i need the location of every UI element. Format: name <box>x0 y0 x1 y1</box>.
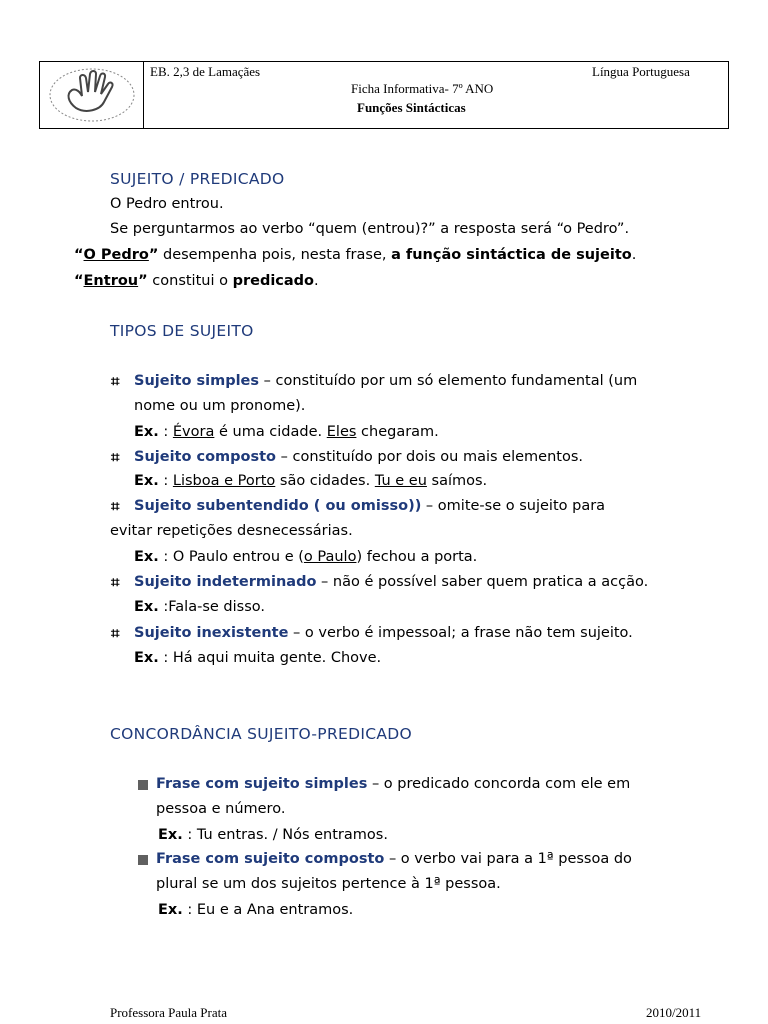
hash-bullet-icon: ⌗ <box>111 372 120 390</box>
footer-year: 2010/2011 <box>646 1005 702 1020</box>
hash-bullet-icon: ⌗ <box>111 573 120 591</box>
term: Sujeito simples <box>134 373 260 389</box>
example-line: Ex. :Fala-se disso. <box>134 599 265 615</box>
text-line: evitar repetições desnecessárias. <box>110 523 353 539</box>
term: Sujeito inexistente <box>134 625 289 641</box>
text-line: “O Pedro” desempenha pois, nesta frase, a função sintáctica de sujeito. <box>74 247 637 263</box>
section-heading-tipos-de-sujeito: TIPOS DE SUJEITO <box>110 322 254 340</box>
subject-name: Língua Portuguesa <box>592 64 690 79</box>
list-item: Sujeito simples – constituído por um só elemento fundamental (um <box>134 373 638 389</box>
section-heading-sujeito-predicado: SUJEITO / PREDICADO <box>110 170 285 188</box>
bold-phrase: predicado <box>232 273 315 289</box>
list-item: Frase com sujeito composto – o verbo vai para a 1ª pessoa do <box>156 851 632 867</box>
hand-logo-icon <box>46 64 138 126</box>
term: Sujeito indeterminado <box>134 574 317 590</box>
list-item: Sujeito indeterminado – não é possível saber quem pratica a acção. <box>134 574 649 590</box>
term: Frase com sujeito composto <box>156 851 385 867</box>
example-line: Ex. : Eu e a Ana entramos. <box>158 902 354 918</box>
term: Sujeito composto <box>134 449 277 465</box>
text-line: plural se um dos sujeitos pertence à 1ª pessoa. <box>156 876 501 892</box>
footer-teacher: Professora Paula Prata <box>110 1005 227 1020</box>
text-line: O Pedro entrou. <box>110 196 224 212</box>
list-item: Frase com sujeito simples – o predicado concorda com ele em <box>156 776 631 792</box>
term: Sujeito subentendido ( ou omisso)) <box>134 498 422 514</box>
section-heading-concordancia: CONCORDÂNCIA SUJEITO-PREDICADO <box>110 725 412 743</box>
predicate-example: Entrou <box>83 273 139 289</box>
square-bullet-icon <box>138 780 148 790</box>
example-line: Ex. : Há aqui muita gente. Chove. <box>134 650 382 666</box>
example-line: Ex. : Évora é uma cidade. Eles chegaram. <box>134 424 439 440</box>
square-bullet-icon <box>138 855 148 865</box>
example-line: Ex. : Tu entras. / Nós entramos. <box>158 827 388 843</box>
worksheet-title: Ficha Informativa- 7º ANO <box>351 81 494 96</box>
text-line: nome ou um pronome). <box>134 398 306 414</box>
list-item: Sujeito composto – constituído por dois ou mais elementos. <box>134 449 583 465</box>
hash-bullet-icon: ⌗ <box>111 497 120 515</box>
header-table <box>39 61 729 129</box>
example-line: Ex. : Lisboa e Porto são cidades. Tu e eu saímos. <box>134 473 488 489</box>
subject-example: O Pedro <box>83 247 149 263</box>
text-line: “Entrou” constitui o predicado. <box>74 273 319 289</box>
school-name: EB. 2,3 de Lamaçães <box>150 64 261 79</box>
school-logo <box>40 62 144 128</box>
hash-bullet-icon: ⌗ <box>111 448 120 466</box>
example-line: Ex. : O Paulo entrou e (o Paulo) fechou a porta. <box>134 549 478 565</box>
term: Frase com sujeito simples <box>156 776 368 792</box>
list-item: Sujeito inexistente – o verbo é impessoal; a frase não tem sujeito. <box>134 625 633 641</box>
text-line: Se perguntarmos ao verbo “quem (entrou)?” a resposta será “o Pedro”. <box>110 221 630 237</box>
text-line: pessoa e número. <box>156 801 286 817</box>
bold-phrase: a função sintáctica de sujeito <box>391 247 632 263</box>
topic-title: Funções Sintácticas <box>357 100 466 115</box>
list-item: Sujeito subentendido ( ou omisso)) – omite-se o sujeito para <box>134 498 606 514</box>
hash-bullet-icon: ⌗ <box>111 624 120 642</box>
